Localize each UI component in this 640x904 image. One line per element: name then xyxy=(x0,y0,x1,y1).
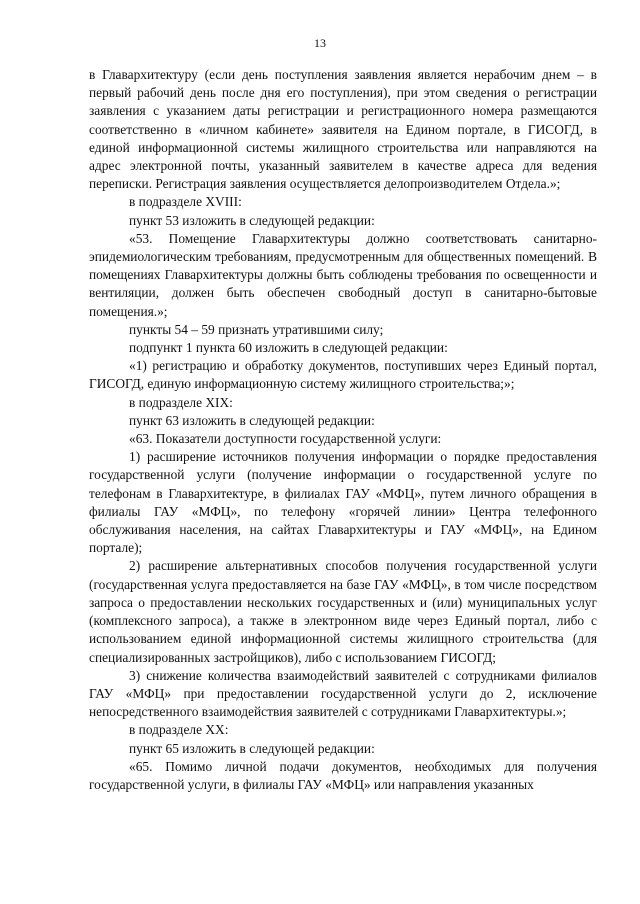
paragraph-item-65-intro: пункт 65 изложить в следующей редакции: xyxy=(129,740,375,756)
paragraph-subsection-xviii: в подразделе XVIII: xyxy=(129,194,242,210)
paragraph-item-65-text: «65. Помимо личной подачи документов, необходимых для получения государственной услуги, в филиалы ГАУ «МФЦ» или направления указанных xyxy=(89,758,597,792)
paragraph-item-63-heading: «63. Показатели доступности государственной услуги: xyxy=(129,431,442,447)
paragraph-subsection-xix: в подразделе XIX: xyxy=(129,394,233,410)
paragraph-item-53-intro: пункт 53 изложить в следующей редакции: xyxy=(129,212,375,228)
paragraph-item-63-point-2: 2) расширение альтернативных способов получения государственной услуги (государственная услуга предоставляется на базе ГАУ «МФЦ», в том числе посредством запроса о предоставлении нескольких государственных и (или) муниципальных услуг (комплексного запроса), а также в электронном виде через Единый портал, либо с использованием единой информационной системы жилищного строительства (для специализированных застройщиков), либо с использованием ГИСОГД; xyxy=(89,558,597,665)
paragraph-item-60-text: «1) регистрацию и обработку документов, поступивших через Единый портал, ГИСОГД, единую информационную систему жилищного строительства;»; xyxy=(89,358,597,392)
paragraph-item-63-point-3: 3) снижение количества взаимодействий заявителей с сотрудниками филиалов ГАУ «МФЦ» при предоставлении государственной услуги до 2, исключение непосредственного взаимодействия заявителей с сотрудниками Главархитектуры.»; xyxy=(89,667,597,720)
paragraph-items-54-59: пункты 54 – 59 признать утратившими силу; xyxy=(129,321,384,337)
paragraph-continuation: в Главархитектуру (если день поступления заявления является нерабочим днем – в первый рабочий день после дня его поступления), при этом сведения о регистрации заявления с указанием даты регистрации и регистрационного номера размещаются соответственно в «личном кабинете» заявителя на Едином портале, в ГИСОГД, в единой информационной системы жилищного строительства или направляются на адрес электронной почты, указанный заявителем в качестве адреса для ведения переписки. Регистрация заявления осуществляется делопроизводителем Отдела.»; xyxy=(89,67,597,192)
paragraph-item-53-text: «53. Помещение Главархитектуры должно соответствовать санитарно-эпидемиологическим требованиям, предусмотренным для общественных помещений. В помещениях Главархитектуры должны быть соблюдены требования по освещенности и вентиляции, должен быть обеспечен свободный доступ в санитарно-бытовые помещения.»; xyxy=(89,230,597,319)
paragraph-item-63-point-1: 1) расширение источников получения информации о порядке предоставления государственной услуги (получение информации о государственной услуге по телефонам в Главархитектуре, в филиалах ГАУ «МФЦ», путем личного обращения в филиалы ГАУ «МФЦ», по телефону «горячей линии» Центра телефонного обслуживания населения, на сайтах Главархитектуры и ГАУ «МФЦ», на Едином портале); xyxy=(89,449,597,556)
paragraph-item-60-intro: подпункт 1 пункта 60 изложить в следующей редакции: xyxy=(129,340,448,356)
page-number: 13 xyxy=(314,36,326,50)
document-body xyxy=(89,66,597,794)
paragraph-item-63-intro: пункт 63 изложить в следующей редакции: xyxy=(129,412,375,428)
paragraph-subsection-xx: в подразделе XX: xyxy=(129,722,229,738)
